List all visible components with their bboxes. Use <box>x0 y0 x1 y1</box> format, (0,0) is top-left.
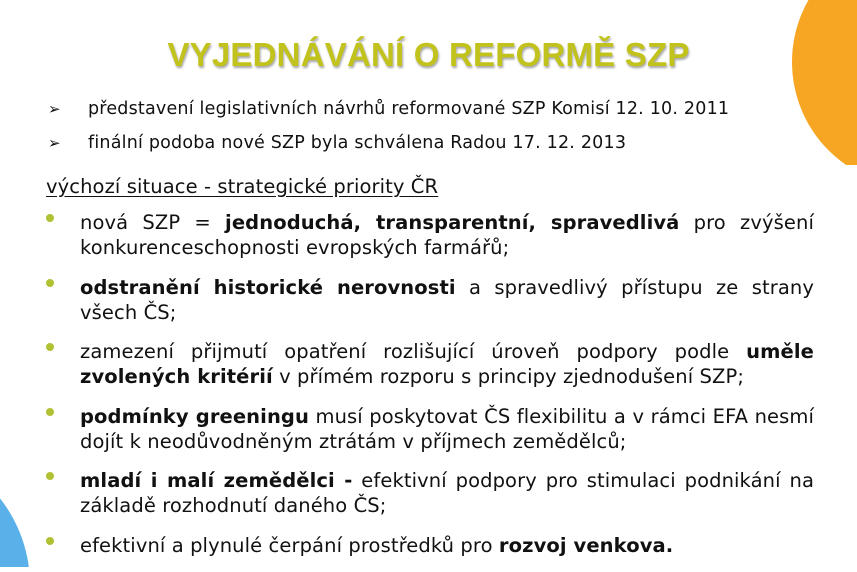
priority-item <box>46 275 814 325</box>
bullet-dot-icon <box>46 214 54 222</box>
item-text: zamezení přijmutí opatření rozlišující úroveň podpory podle <box>80 340 747 363</box>
priority-item <box>46 533 814 558</box>
bullet-dot-icon <box>46 472 54 480</box>
section-subheading: výchozí situace - strategické priority ČR <box>46 175 439 198</box>
item-text: v přímém rozporu s principy zjednodušení SZP; <box>272 365 745 388</box>
item-text: nová SZP = <box>80 211 226 234</box>
item-bold-text: jednoduchá, transparentní, spravedlivá <box>225 211 680 234</box>
arrow-list-item <box>48 92 828 126</box>
arrow-bullet-icon: ➢ <box>48 100 61 118</box>
priority-list <box>46 210 814 572</box>
bullet-dot-icon <box>46 343 54 351</box>
priority-item <box>46 468 814 518</box>
item-text: pro zvýšení konkurenceschopnosti evropských farmářů; <box>80 211 814 259</box>
arrow-list <box>48 92 828 160</box>
item-bold-text: odstranění historické nerovnosti <box>80 275 456 299</box>
arrow-item-text: představení legislativních návrhů reformované SZP Komisí 12. 10. 2011 <box>88 99 730 119</box>
item-text: musí poskytovat ČS flexibilitu a v rámci EFA nesmí dojít k neodůvodněným ztrátám v příjmech zemědělců; <box>80 404 814 453</box>
priority-item <box>46 339 814 389</box>
item-bold-text: mladí i malí zemědělci - <box>80 469 353 492</box>
item-text: efektivní podpory pro stimulaci podnikání na základě rozhodnutí daného ČS; <box>80 469 815 517</box>
bullet-dot-icon <box>46 279 54 287</box>
item-bold-text: rozvoj venkova. <box>498 533 674 557</box>
item-text: efektivní a plynulé čerpání prostředků pro <box>80 533 499 557</box>
slide-title: VYJEDNÁVÁNÍ O REFORMĚ SZP <box>167 36 690 73</box>
arrow-list-item <box>48 126 828 160</box>
priority-item <box>46 404 814 454</box>
priority-item <box>46 210 814 260</box>
item-text: a spravedlivý přístupu ze strany všech ČS; <box>80 275 814 324</box>
arrow-item-text: finální podoba nové SZP byla schválena Radou 17. 12. 2013 <box>88 133 627 153</box>
bullet-dot-icon <box>46 408 54 416</box>
blue-circle-decoration <box>0 455 40 567</box>
bullet-dot-icon <box>46 537 54 545</box>
item-bold-text: uměle zvolených kritérií <box>80 340 814 388</box>
arrow-bullet-icon: ➢ <box>48 134 61 152</box>
item-bold-text: podmínky greeningu <box>80 404 309 428</box>
